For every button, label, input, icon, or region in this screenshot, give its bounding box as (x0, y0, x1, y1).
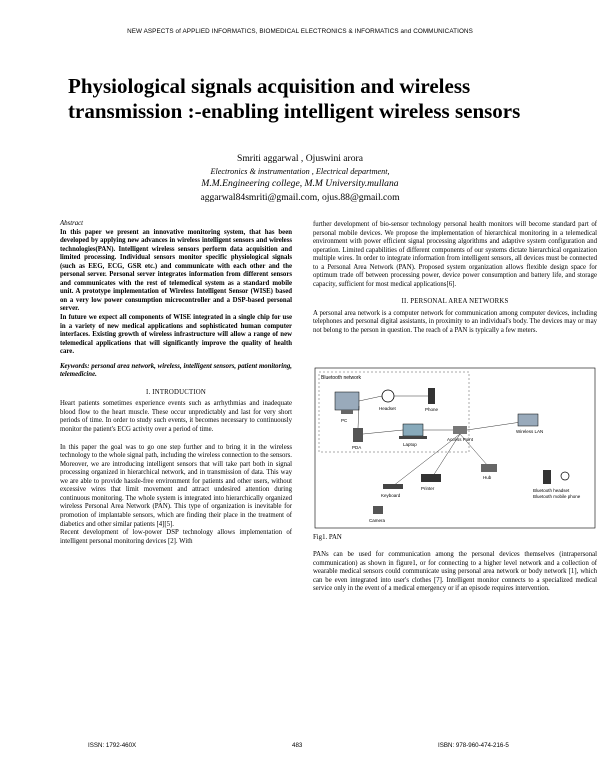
hub-icon (481, 464, 497, 472)
paper-title: Physiological signals acquisition and wireless transmission :-enabling intelligent wireless sensors (68, 74, 521, 123)
pan-paragraph-1: A personal area network is a computer network for communication among computer devices, including telephones and personal digital assistants, in proximity to an individual's body. The devices may or may not belong to the person in question. The reach of a PAN is typically a few meters. (313, 309, 597, 335)
label-bt-phone: Bluetooth mobile phone (533, 494, 581, 499)
camera-icon (373, 506, 383, 514)
label-phone: Phone (425, 407, 439, 412)
right-column-lower (313, 551, 597, 594)
label-wireless-lan: Wireless LAN (516, 429, 544, 434)
footer-page-number: 483 (292, 742, 303, 749)
figure-caption: Fig1. PAN (313, 534, 342, 541)
laptop-icon (403, 424, 423, 436)
abstract-body: In this paper we present an innovative monitoring system, that has been developed by applying new advances in wireless intelligent sensors and wireless technologies(PAN). Intelligent wireless sensors perform data acquisition and limited processing. Individual sensors monitor specific physiological signals (such as EEG, ECG, GSR etc.) and communicate with each other and the personal server. Personal server integrates information from different sensors and communicates with the rest of telemedical system as a standard mobile unit. A prototype implementation of Wireless Intelligent Sensor (WISE) based on a very low power consumption microcontroller and a DSP-based personal server. (60, 228, 292, 313)
author-names: Smriti aggarwal , Ojuswini arora (236, 153, 364, 164)
label-bt-headset: Bluetooth headset (533, 488, 570, 493)
keyboard-icon (383, 484, 403, 489)
label-pc: PC (341, 418, 348, 423)
right-paragraph-1: further development of bio-sensor technology personal health monitors will become standard part of personal mobile devices. We propose the implementation of hierarchical monitoring in a telemedical environment with power efficient signal processing algorithms and adaptive system configuration and operation. Limited capabilities of different components of our systems dictate hierarchical organization multiple wires. In order to integrate information from intelligent sensors, all devices must be connected to a Personal Area Network (PAN). Proposed system organization allows flexible design space for optimum trade off between processing power, device power consumption and battery life, and storage capacity, sufficient for most medical applications[6]. (313, 221, 597, 288)
intro-paragraph-3: Recent development of low-power DSP technology allows implementation of intelligent personal monitoring devices [2]. With (60, 529, 292, 545)
author-dept: Electronics & instrumentation , Electrical department, (210, 167, 390, 176)
laptop-2-icon (518, 414, 538, 426)
pc-icon (335, 392, 359, 410)
label-laptop: Laptop (403, 442, 417, 447)
intro-paragraph-1: Heart patients sometimes experience events such as arrhythmias and inadequate blood flow to the heart muscle. These occur unpredictably and last for very short periods of time. In order to study such events, it becomes necessary to continuously monitor the patient's ECG activity over a period of time. (60, 400, 292, 434)
intro-heading: I. INTRODUCTION (145, 388, 206, 396)
author-emails: aggarwal84smriti@gmail.com, ojus.88@gmail.com (200, 192, 400, 203)
footer-isbn: ISBN: 978-960-474-216-5 (438, 742, 509, 749)
running-header: NEW ASPECTS of APPLIED INFORMATICS, BIOMEDICAL ELECTRONICS & INFORMATICS and COMMUNICATIONS (127, 28, 473, 35)
label-camera: Camera (369, 518, 386, 523)
pan-figure (313, 366, 597, 530)
access-point-icon (453, 426, 467, 434)
intro-paragraph-2: In this paper the goal was to go one step further and to bring it in the wireless technology to the whole signal path, including the wireless connection to the sensors. Moreover, we are introducing intelligent sensors that will take part both in signal processing organized in hierarchical network, and in transmission of data. This way we are able to provide hassle-free environment for patients and other users, without excessive wires that limit movement and attract undesired attention during continuous monitoring. The whole system is integrated into hierarchically organized wireless Personal Area Network (PAN). This type of organization is inevitable for promotion of implantable sensors, which are finding their place in the treatment of diabetics and other similar patients [4][5]. (60, 443, 292, 528)
label-keyboard: Keyboard (381, 493, 401, 498)
left-column (60, 220, 292, 546)
author-institution: M.M.Engineering college, M.M University.mullana (201, 178, 399, 189)
pda-icon (353, 428, 363, 442)
pc-stand-icon (341, 410, 353, 414)
footer-issn: ISSN: 1792-460X (88, 742, 137, 749)
label-headset: Headset (379, 406, 396, 411)
label-hub: Hub (483, 475, 492, 480)
author-block (0, 152, 600, 205)
label-access-point: Access Point (447, 437, 474, 442)
right-column (313, 221, 597, 336)
label-printer: Printer (421, 486, 435, 491)
right-paragraph-2: PANs can be used for communication among the personal devices themselves (intrapersonal communication) as shown in figure1, or for connecting to a higher level network and a collection of wearable medical sensors could communicate using personal area network or body network [1], which can be even integrated into user's clothes [7]. Intelligent monitor connects to a specialized medical service only in the event of a medical emergency or if an episode requires intervention. (313, 551, 597, 593)
pan-heading: II. PERSONAL AREA NETWORKS (401, 298, 509, 306)
laptop-base-icon (399, 436, 427, 439)
bt-phone-icon (543, 470, 551, 484)
abstract-body-2: In future we expect all components of WISE integrated in a single chip for use in a variety of new medical applications and sophisticated human computer interfaces. Existing growth of wireless infrastructure will allow a range of new telemedical applications that will significantly improve the quality of health care. (60, 314, 292, 356)
printer-icon (421, 474, 441, 482)
phone-icon (428, 388, 435, 404)
label-pda: PDA (352, 445, 362, 450)
keywords: Keywords: personal area network, wireless, intelligent sensors, patient monitoring, telemedicine. (60, 362, 292, 379)
label-bluetooth: Bluetooth network (321, 375, 362, 381)
abstract-label: Abstract (60, 220, 84, 227)
